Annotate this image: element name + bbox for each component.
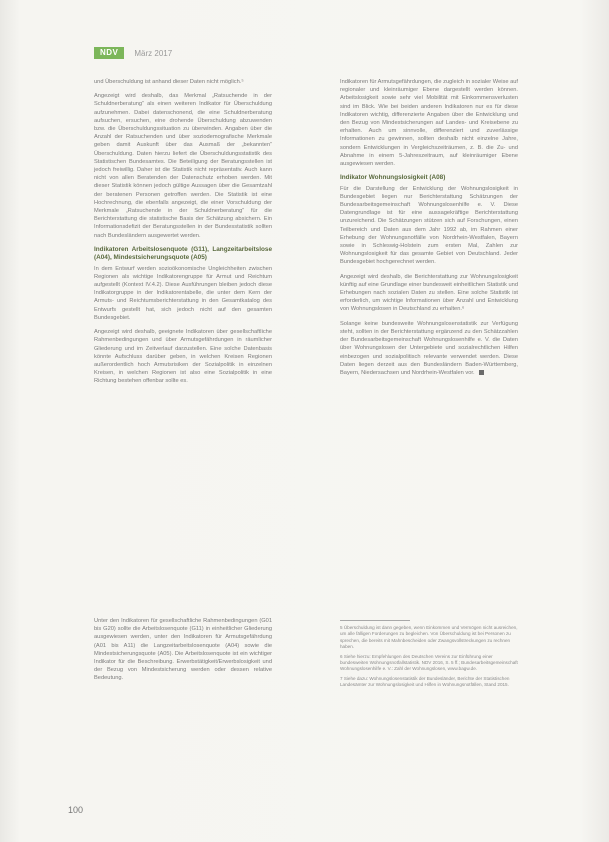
paragraph: Indikatoren für Armutsgefährdungen, die zugleich in sozialer Weise auf regionaler und kleinräumiger Ebene dargestellt werden können. Arbeitslosigkeit sowie sehr viel Mobilität mit Einkommensverlusten sind im Blick. Wie bei beiden anderen Indikatoren nur es für diese Indikatoren wichtig, differenzierte Angaben über die Entwicklung und den Bezug von Mindestsicherungen auf Landes- und Kreisebene zu erhalten. Auch um sinnvolle, differenziert und zuverlässige Informationen zu gewinnen, sollten deshalb nicht einzelne Jahre, sondern Entwicklungen in Vergleichszeiträumen, z. B. die Zu- und Abnahme in einem 5-Jahreszeitraum, auf kleinräumiger Ebene ausgewiesen werden.: [340, 79, 518, 168]
paragraph: Angezeigt wird deshalb, die Berichterstattung zur Wohnungslosigkeit künftig auf eine Grundlage einer bundesweit einheitlichen Statistik und Erhebungen nach sozialen Daten zu stellen. Eine solche Statistik ist erforderlich, um wichtige Informationen über Anzahl und Entwicklung von Wohnungslosen in Deutschland zu erhalten.⁶: [340, 273, 518, 313]
footnote: 7 Siehe dazu: Wohnungslosenstatistik der Bundesländer, Berichte der Statistischen Landesämter zur Wohnungslosigkeit und Hilfen in Wohnungsnotfällen, Stand 2015.: [340, 675, 510, 688]
paragraph: [340, 320, 518, 377]
paragraph: In dem Entwurf werden sozioökonomische Ungleichheiten zwischen Regionen als wichtige Indikatorengruppe für Armut und Reichtum aufgestellt (Kontext IV.4.2). Diese Ausführungen bleiben jedoch diese Indikatorgruppe in der Indikatorentabelle, die unter dem Kern der Armuts- und Reichtumsberichterstattung in den Gesamtkatalog des Entwurfs gestellt hat, sich jedoch nicht auf den gesamten Bundesgebiet.: [94, 265, 272, 321]
journal-badge: NDV: [94, 47, 124, 59]
paragraph: Für die Darstellung der Entwicklung der Wohnungslosigkeit in Bundesgebiet liegen nur Berichterstattung Schätzungen der Bundesarbeitsgemeinschaft Wohnungslosenhilfe e. V. Diese Datengrundlage ist für eine aussagekräftige Berichterstattung unzureichend. Die Schätzungen stützen sich auf Forschungen, einen Teilbereich und Daten aus dem Jahr 1992 ab, im Rahmen einer Erhebung der Wohnungsnotfälle von Nordrhein-Westfalen, Bayern sowie in Schleswig-Holstein zum ersten Mal, Zahlen zur Wohnungslosigkeit für das gesamte Gebiet von Deutschland. Jeder Bundesgebiet hochgerechnet werden.: [340, 185, 518, 266]
right-column: [340, 78, 518, 383]
footnotes: [340, 625, 518, 692]
page-header: [94, 47, 172, 59]
paragraph: und Überschuldung ist anhand dieser Daten nicht möglich.⁵: [94, 79, 244, 85]
issue-date: März 2017: [134, 48, 173, 58]
page-number: 100: [68, 805, 84, 815]
section-heading: Indikatoren Arbeitslosenquote (G11), Langzeitarbeitslose (A04), Mindestsicherungsquote (A05): [94, 245, 272, 262]
paragraph: Unter den Indikatoren für gesellschaftliche Rahmenbedingungen (G01 bis G20) sollte die Arbeitslosenquote (G11) in einheitlicher Gliederung ausgewiesen werden, unter den Indikatoren für Armutsgefährdung (A01 bis A11) die Langzeitarbeitslosenquote (A04) sowie die Mindestsicherungsquote (A05). Die Arbeitslosenquote ist ein wichtiger Indikator für die Beschreibung. Erwerbstätigkeit/Erwerbslosigkeit und der Bezug von Mindestsicherung werden oder dessen relative Bedeutung.: [94, 618, 272, 682]
left-column-bottom: [94, 617, 272, 683]
paragraph-text: Solange keine bundesweite Wohnungslosenstatistik zur Verfügung steht, sollten in der Berichterstattung ergänzend zu den Schätzzahlen der Bundesarbeitsgemeinschaft Wohnungslosenhilfe e. V. die Daten über Wohnungslosen der Untergebiete und sozialrechtlichen Hilfen einbezogen und sozialpolitisch relevante verwendet werden. Diese Daten liegen derzeit aus den Bundesländern Baden-Württemberg, Bayern, Niedersachsen und Nordrhein-Westfalen vor.: [340, 320, 518, 376]
footnote-divider: [340, 620, 410, 621]
paragraph: Angezeigt wird deshalb, das Merkmal „Ratsuchende in der Schuldnerberatung“ als einen weiteren Indikator für Überschuldung aufzunehmen. Dabei datenschonend, die eine Schuldnerberatung aufsuchen, ersuchen, eine drohende Überschuldung abzuwenden bzw. die Überschuldungssituation zu überwinden. Angaben über die Anzahl der Ratsuchenden und über soziodemografische Merkmale geben damit Auskunft über das Ausmaß der „bekannten“ Überschuldung. Daten hierzu liefert die Überschuldungsstatistik des Statistischen Bundesamtes. Die Beteiligung der Beratungsstellen ist jedoch freiwillig. Daher ist die Statistik nicht repräsentativ. Auch kann nicht von allen Beratenden der Datenschutz erhoben werden. Mit dieser Statistik können jedoch gültige Aussagen über die Gesamtzahl der beratenen Personen getroffen werden. Die Statistik ist eine Hochrechnung, die ebenfalls angezeigt, die einer Vorschuldung der Merkmale „Ratsuchende in der Schuldnerberatung“ für die Berichterstattung die statistische Basis der Schätzung absichern. Ein Informationsdefizit der Beratungsstellen in der Bundesstatistik sollten nach Bundesländern ausgewertet werden.: [94, 93, 272, 239]
end-of-article-mark: [479, 370, 484, 375]
left-column: [94, 78, 272, 392]
paragraph: Angezeigt wird deshalb, geeignete Indikatoren über gesellschaftliche Rahmenbedingungen und über Armutsgefährdungen in räumlicher Gliederung und im Zeitverlauf darzustellen. Eine solche Datenbasis könnte Aufschluss darüber geben, in welchen Kreisen Regionen außerordentlich hoch Armutsrisiken der Sozialpolitik in einzelnen Kreisen, in welchen Regionen ist also eine Sozialpolitik in eine Richtung bestehen offenbar sollte es.: [94, 329, 272, 385]
footnote: 6 Siehe hierzu: Empfehlungen des Deutschen Vereins zur Einführung einer bundesweiten Wohnungsnotfallstatistik. NDV 2016, S. 5 ff.; Bundesarbeitsgemeinschaft Wohnungslosenhilfe e. V.: Zahl der Wohnungslosen, www.bagw.de.: [340, 653, 518, 672]
section-heading: Indikator Wohnungslosigkeit (A08): [340, 174, 446, 182]
footnote: 5 Überschuldung ist dann gegeben, wenn Einkommen und Vermögen nicht ausreichen, um alle fälligen Forderungen zu begleichen. Von Überschuldung ist bei Personen zu sprechen, die bereits mit Mahnbescheiden oder Zwangsvollstreckungen zu rechnen haben.: [340, 625, 518, 650]
